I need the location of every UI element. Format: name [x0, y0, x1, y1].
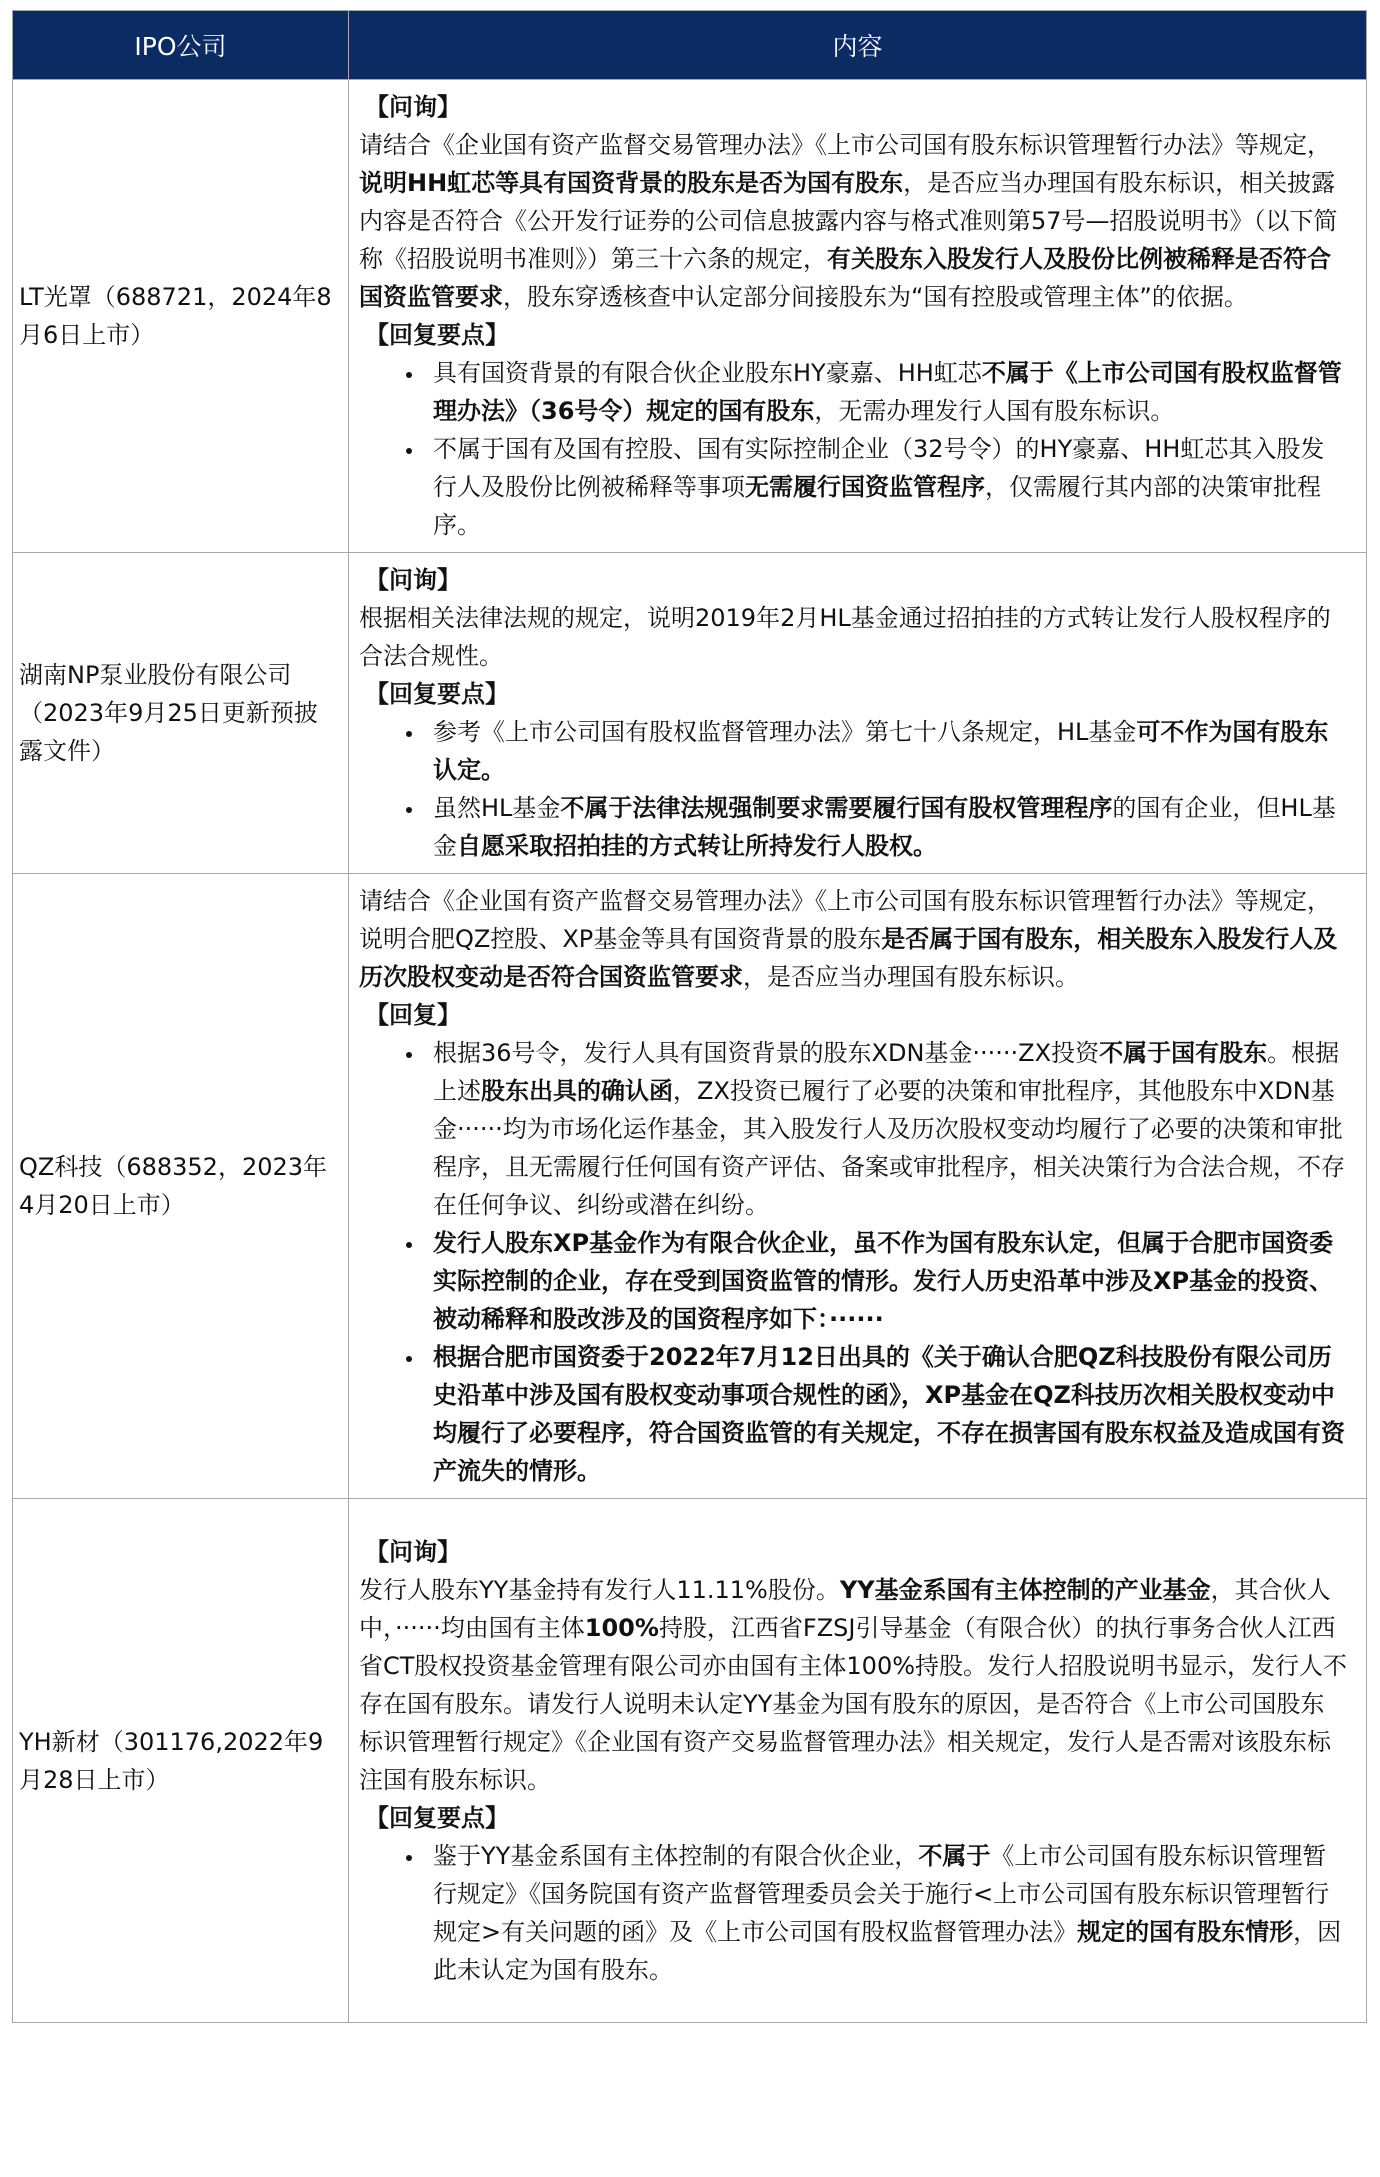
text-run: 根据36号令，发行人具有国资背景的股东XDN基金······ZX投资 [433, 1039, 1100, 1067]
bold-text: 股东出具的确认函 [481, 1077, 673, 1105]
bold-text: 发行人股东XP基金作为有限合伙企业，虽不作为国有股东认定，但属于合肥市国资委实际控制的企业，存在受到国资监管的情形。发行人历史沿革中涉及XP基金的投资、被动稀释和股改涉及的国资程序如下：······ [433, 1229, 1334, 1333]
text-run: 持股，江西省FZSJ引导基金（有限合伙）的执行事务合伙人江西省CT股权投资基金管理有限公司亦由国有主体100%持股。发行人招股说明书显示，发行人不存在国有股东。请发行人说明未认定YY基金为国有股东的原因，是否符合《上市公司国股东标识管理暂行规定》《企业国有资产交易监督管理办法》相关规定，发行人是否需对该股东标注国有股东标识。 [359, 1613, 1348, 1794]
section-heading: 【回复】 [365, 1001, 461, 1029]
bold-text: 无需履行国资监管程序 [745, 473, 985, 501]
bold-text: 可不作为国有股东认定。 [433, 718, 1329, 784]
bold-text: 根据合肥市国资委于2022年7月12日出具的《关于确认合肥QZ科技股份有限公司历史沿革中涉及国有股权变动事项合规性的函》，XP基金在QZ科技历次相关股权变动中均履行了必要程序，符合国资监管的有关规定，不存在损害国有股东权益及造成国有资产流失的情形。 [433, 1343, 1345, 1485]
text-run: ，是否应当办理国有股东标识，相关披露内容是否符合《公开发行证券的公司信息披露内容与格式准则第57号—招股说明书》（以下简称《招股说明书准则》）第三十六条的规定， [359, 169, 1338, 273]
inquiry-paragraph [359, 599, 1348, 675]
table-row [13, 874, 1367, 1499]
list-item [425, 789, 1348, 865]
bold-text: 100% [584, 1613, 659, 1642]
bold-text: YY基金系国有主体控制的产业基金 [839, 1575, 1211, 1604]
bold-text: 有关股东入股发行人及股份比例被稀释是否符合国资监管要求 [359, 245, 1331, 311]
reply-list [359, 1837, 1348, 1989]
header-content: 内容 [349, 11, 1367, 80]
text-run: 不属于国有及国有控股、国有实际控制企业（32号令）的HY豪嘉、HH虹芯其入股发行人及股份比例被稀释等事项 [433, 435, 1325, 501]
list-item [425, 354, 1348, 430]
section-heading: 【问询】 [365, 93, 461, 121]
company-cell: QZ科技（688352，2023年4月20日上市） [13, 874, 349, 1499]
company-cell: LT光罩（688721，2024年8月6日上市） [13, 80, 349, 553]
content-cell [349, 1499, 1367, 2023]
table-body [13, 80, 1367, 2023]
bold-text: 说明HH虹芯等具有国资背景的股东是否为国有股东 [359, 169, 904, 197]
bold-text: 自愿采取招拍挂的方式转让所持发行人股权。 [457, 832, 937, 860]
text-run: 鉴于YY基金系国有主体控制的有限合伙企业， [433, 1841, 919, 1870]
table-row [13, 1499, 1367, 2023]
inquiry-paragraph [359, 882, 1348, 996]
list-item [425, 713, 1348, 789]
inquiry-paragraph [359, 126, 1348, 316]
bold-text: 不属于 [918, 1841, 991, 1870]
header-ipo-company: IPO公司 [13, 11, 349, 80]
reply-list [359, 354, 1348, 544]
text-run: ，股东穿透核查中认定部分间接股东为“国有控股或管理主体”的依据。 [503, 283, 1248, 311]
ipo-review-table [12, 10, 1367, 2023]
bold-text: 是否属于国有股东，相关股东入股发行人及历次股权变动是否符合国资监管要求 [359, 925, 1338, 991]
text-run: 虽然HL基金 [433, 794, 561, 822]
text-run: 的国有企业，但HL基金 [433, 794, 1336, 860]
content-cell [349, 80, 1367, 553]
text-run: ，是否应当办理国有股东标识。 [743, 963, 1079, 991]
section-heading: 【回复要点】 [365, 680, 509, 708]
reply-list [359, 713, 1348, 865]
content-cell [349, 553, 1367, 874]
table-row [13, 553, 1367, 874]
list-item [425, 1034, 1348, 1224]
section-heading: 【问询】 [365, 566, 461, 594]
bold-text: 不属于法律法规强制要求需要履行国有股权管理程序 [560, 794, 1113, 822]
text-run: ，因此未认定为国有股东。 [433, 1917, 1342, 1984]
inquiry-paragraph [359, 1571, 1348, 1799]
company-cell: 湖南NP泵业股份有限公司（2023年9月25日更新预披露文件） [13, 553, 349, 874]
table-row [13, 80, 1367, 553]
bold-text: 不属于《上市公司国有股权监督管理办法》（36号令）规定的国有股东 [433, 359, 1342, 425]
section-heading: 【回复要点】 [365, 321, 509, 349]
text-run: ，其合伙人中，······均由国有主体 [359, 1575, 1331, 1642]
section-heading: 【回复要点】 [365, 1803, 509, 1832]
text-run: ，ZX投资已履行了必要的决策和审批程序，其他股东中XDN基金······均为市场化运作基金，其入股发行人及历次股权变动均履行了必要的决策和审批程序，且无需履行任何国有资产评估、备案或审批程序，相关决策行为合法合规，不存在任何争议、纠纷或潜在纠纷。 [433, 1077, 1345, 1219]
text-run: 发行人股东YY基金持有发行人11.11%股份。 [359, 1575, 840, 1604]
reply-list [359, 1034, 1348, 1490]
document-page [12, 10, 1366, 2023]
content-cell [349, 874, 1367, 1499]
bold-text: 不属于国有股东 [1099, 1039, 1268, 1067]
text-run: ，仅需履行其内部的决策审批程序。 [433, 473, 1321, 539]
text-run: 《上市公司国有股东标识管理暂行规定》《国务院国有资产监督管理委员会关于施行<上市公司国有股东标识管理暂行规定>有关问题的函》及《上市公司国有股权监督管理办法》 [433, 1841, 1330, 1946]
list-item [425, 1224, 1348, 1338]
section-heading: 【问询】 [365, 1537, 461, 1566]
text-run: 参考《上市公司国有股权监督管理办法》第七十八条规定，HL基金 [433, 718, 1137, 746]
company-cell: YH新材（301176,2022年9月28日上市） [13, 1499, 349, 2023]
table-header-row [13, 11, 1367, 80]
list-item [425, 1338, 1348, 1490]
text-run: 请结合《企业国有资产监督交易管理办法》《上市公司国有股东标识管理暂行办法》等规定，说明合肥QZ控股、XP基金等具有国资背景的股东 [359, 887, 1331, 953]
bold-text: 规定的国有股东情形 [1077, 1917, 1294, 1946]
text-run: 。根据上述 [433, 1039, 1340, 1105]
list-item [425, 430, 1348, 544]
text-run: 根据相关法律法规的规定，说明2019年2月HL基金通过招拍挂的方式转让发行人股权程序的合法合规性。 [359, 604, 1331, 670]
text-run: ，无需办理发行人国有股东标识。 [814, 397, 1175, 425]
text-run: 请结合《企业国有资产监督交易管理办法》《上市公司国有股东标识管理暂行办法》等规定， [359, 131, 1331, 159]
text-run: 具有国资背景的有限合伙企业股东HY豪嘉、HH虹芯 [433, 359, 982, 387]
list-item [425, 1837, 1348, 1989]
